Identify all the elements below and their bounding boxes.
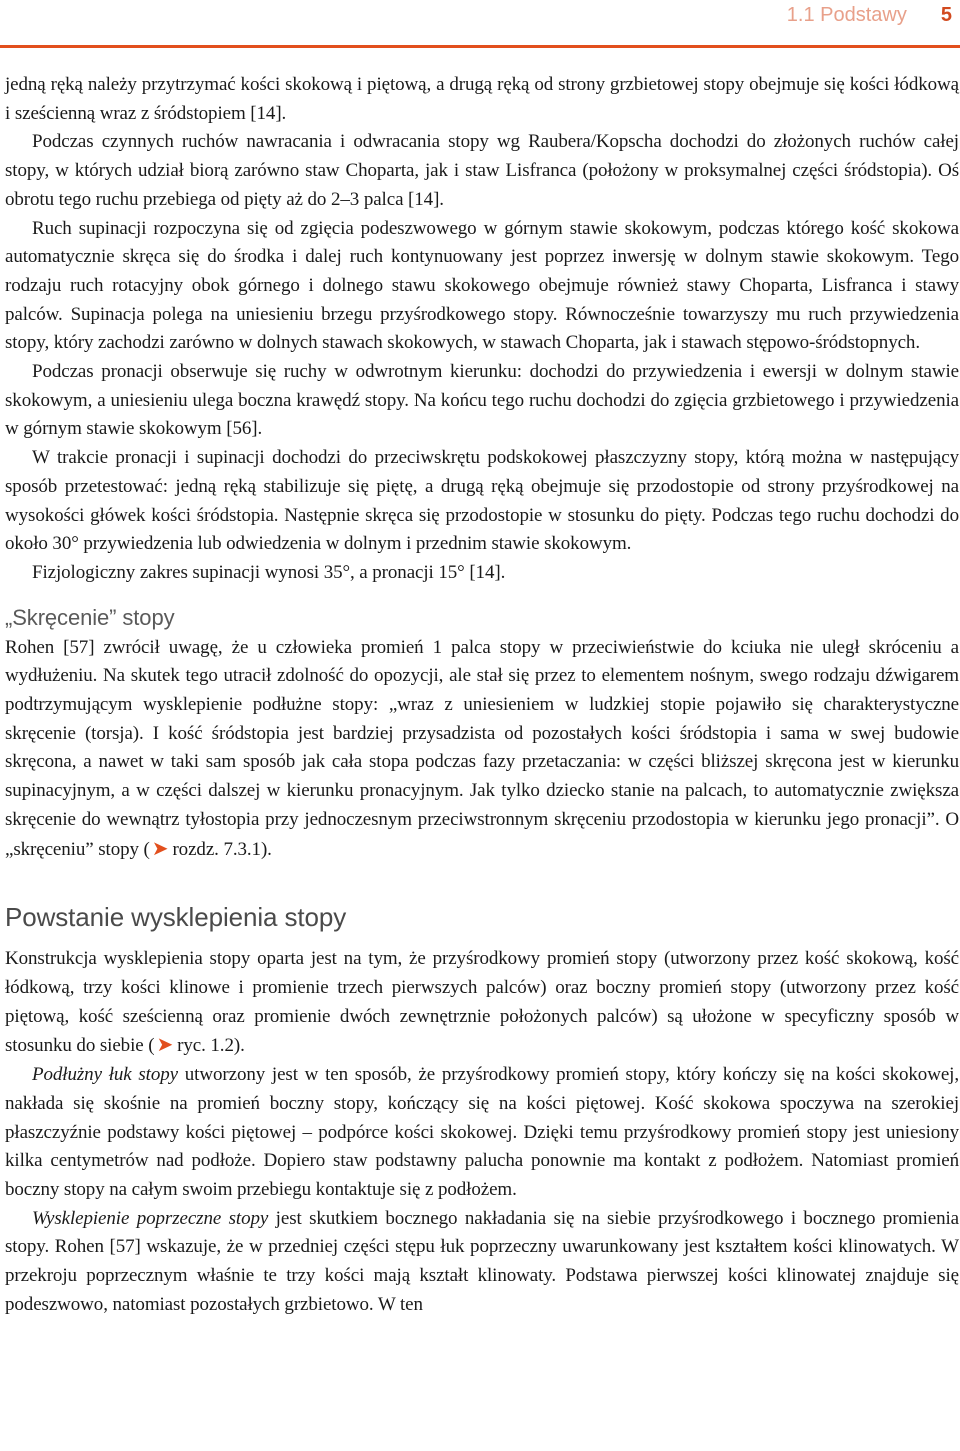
paragraph-longitudinal-arch [5, 1061, 959, 1205]
paragraph-pronation: Podczas pronacji obserwuje się ruchy w odwrotnym kierunku: dochodzi do przywiedzenia i ewersji w dolnym stawie skokowym, a uniesieniu ulega boczna krawędź stopy. Na końcu tego ruchu dochodzi do zgięcia grzbietowego i przywiedzenia w górnym stawie skokowym [56]. [5, 361, 959, 440]
term-transverse-arch: Wysklepienie poprzeczne stopy [32, 1207, 269, 1229]
page-number: 5 [940, 4, 952, 26]
running-head-section: 1.1 Podstawy [786, 4, 907, 26]
longitudinal-arch-text: utworzony jest w ten sposób, że przyśrodkowy promień stopy, który kończy się na kości skokowej, nakłada się skośnie na promień boczny stopy, kończący się na kości piętowej. Kość skokowa spoczywa na szerokiej płaszczyźnie podstawy kości piętowej – podpórce kości skokowej. Dzięki temu przyśrodkowy promień stopy jest uniesiony kilka centymetrów nad podłoże. Dopiero staw podstawny palucha ponownie ma kontakt z podłożem. Natomiast promień boczny stopy na całym swoim przebiegu kontaktuje się z podłożem. [5, 1064, 959, 1200]
term-longitudinal-arch: Podłużny łuk stopy [32, 1064, 178, 1086]
skrecenie-text: Rohen [57] zwrócił uwagę, że u człowieka promień 1 palca stopy w przeciwieństwie do kciuka nie uległ skróceniu a wydłużeniu. Na skutek tego utracił zdolność do opozycji, ale stał się przez to elementem nośnym, swego rodzaju dźwigarem podtrzymującym wysklepienie podłużne stopy: „wraz z uniesieniem w ludzkiej stopie pojawiło się charakterystyczne skręcenie (torsja). I kość śródstopia jest bardziej przysadzista od pozostałych kości śródstopia i sama w swej budowie skręcona, a nawet w taki sam sposób jak cała stopa podczas fazy przetaczania: w części bliższej skręcona jest w kierunku supinacyjnym, a w części dalszej w kierunku pronacyjnym. Jak tylko dziecko stanie na palcach, to automatycznie zwiększa skręcenie do wewnątrz tyłostopia przy jednoczesnym przeciwstronnym skręceniu przodostopia w kierunku jego pronacji”. O „skręceniu” stopy ( [5, 636, 959, 860]
paragraph-range: Fizjologiczny zakres supinacji wynosi 35°, a pronacji 15° [14]. [32, 561, 506, 583]
paragraph-transverse-arch [5, 1205, 959, 1320]
heading-powstanie: Powstanie wysklepienia stopy [5, 902, 347, 933]
cross-reference-arrow-icon[interactable]: ➤ [151, 837, 169, 860]
paragraph-supination: Ruch supinacji rozpoczyna się od zgięcia podeszwowego w górnym stawie skokowym, podczas którego kość skokowa automatycznie skręca się do środka i dalej ruch kontynuowany jest poprzez inwersję w dolnym stawie skokowym. Tego rodzaju ruch rotacyjny obok górnego i dolnego stawu skokowego obejmuje również stawy Choparta, Lisfranca i stawy palców. Supinacja polega na uniesieniu brzegu przyśrodkowego stopy. Równocześnie towarzyszy mu ruch przywiedzenia stopy, który zachodzi zarówno w dolnych stawach skokowych, w stawach Choparta, jak i stawach stępowo-śródstopnych. [5, 217, 959, 354]
transverse-arch-text: jest skutkiem bocznego nakładania się na siebie przyśrodkowego i bocznego promienia stopy. Rohen [57] wskazuje, że w przedniej części stępu łuk poprzeczny uwarunkowany jest kształtem kości klinowatych. W przekroju poprzecznym właśnie te trzy kości mają kształt klinowaty. Podstawa pierwszej kości klinowatej znajduje się podeszwowo, natomiast pozostałych grzbietowo. W ten [5, 1207, 959, 1315]
paragraph-continuation: jedną ręką należy przytrzymać kości skokową i piętową, a drugą ręką od strony grzbietowej stopy obejmuje się kości łódkową i sześcienną wraz z śródstopiem [14]. [5, 74, 959, 124]
heading-skrecenie: „Skręcenie” stopy [5, 604, 175, 630]
figure-reference-link[interactable]: ryc. 1.2). [177, 1035, 245, 1057]
header-rule [0, 45, 960, 48]
construction-text: Konstrukcja wysklepienia stopy oparta jest na tym, że przyśrodkowy promień stopy (utworzony przez kość skokową, kość łódkową, trzy kości klinowe i promienie trzech pierwszych palców) oraz boczny promień stopy (utworzony przez kość piętową, kość sześcienną oraz promienie dwóch zewnętrznie położonych palców) są ułożone w specyficzny sposób w stosunku do siebie ( [5, 948, 959, 1057]
figure-reference-arrow-icon[interactable]: ➤ [156, 1034, 174, 1057]
paragraph-active-movements: Podczas czynnych ruchów nawracania i odwracania stopy wg Raubera/Kopscha dochodzi do złożonych ruchów całej stopy, w których udział biorą zarówno staw Choparta, jak i staw Lisfranca (położony w proksymalnej części śródstopia). Oś obrotu tego ruchu przebiega od pięty aż do 2–3 palca [14]. [5, 131, 959, 210]
paragraph-countertorsion: W trakcie pronacji i supinacji dochodzi do przeciwskrętu podskokowej płaszczyzny stopy, którą można w następujący sposób przetestować: jedną ręką stabilizuje się piętę, a drugą ręką obejmuje się przodostopie od strony przyśrodkowej na wysokości główek kości śródstopia. Następnie skręca się przodostopie w stosunku do pięty. Podczas tego ruchu dochodzi do około 30° przywiedzenia lub odwiedzenia w dolnym i przednim stawie skokowym. [5, 447, 959, 555]
body-text [5, 71, 959, 1319]
paragraph-construction [5, 945, 959, 1061]
running-head [787, 4, 952, 27]
cross-reference-link[interactable]: rozdz. 7.3.1). [172, 838, 272, 860]
paragraph-skrecenie [5, 634, 959, 865]
